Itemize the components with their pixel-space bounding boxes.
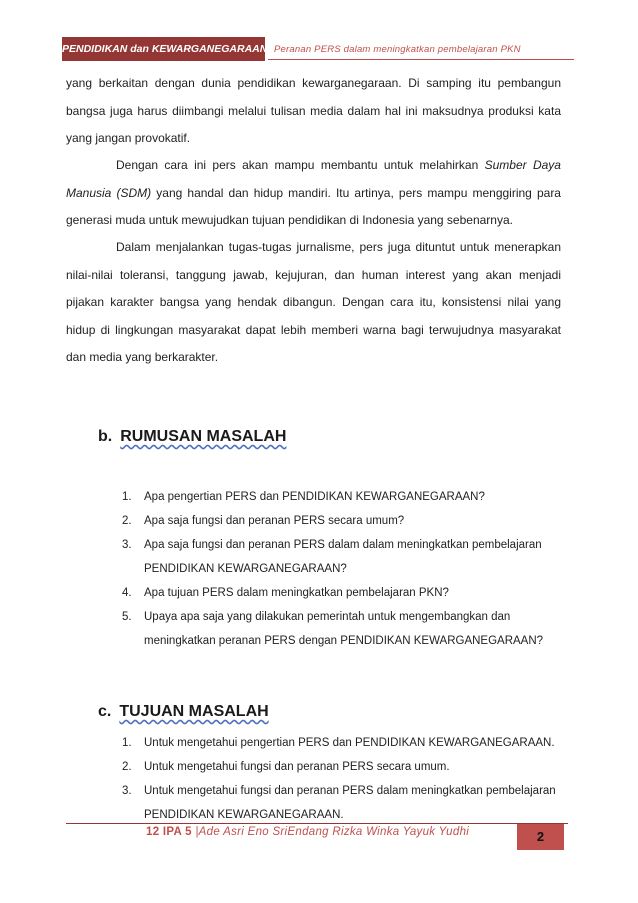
list-item-text: Untuk mengetahui fungsi dan peranan PERS dalam meningkatkan pembelajaran PENDIDIKAN KEWARGANEGARAAN. (144, 785, 556, 821)
list-item (122, 779, 562, 827)
section-b-list (122, 485, 562, 653)
footer-authors: Ade Asri Eno SriEndang Rizka Winka Yayuk Yudhi (198, 826, 470, 838)
header-title-right: Peranan PERS dalam meningkatkan pembelajaran PKN (268, 40, 574, 60)
page-number: 2 (517, 824, 564, 850)
list-item (122, 731, 562, 755)
paragraph-2-text-a: Dengan cara ini pers akan mampu membantu untuk melahirkan (116, 158, 479, 172)
footer-separator: | (195, 826, 199, 838)
list-item-text: Upaya apa saja yang dilakukan pemerintah untuk mengembangkan dan meningkatkan peranan PERS dengan PENDIDIKAN KEWARGANEGARAAN? (144, 611, 544, 647)
header-title-left: PENDIDIKAN dan KEWARGANEGARAAN (62, 37, 265, 61)
section-b-label: b. (98, 428, 113, 445)
footer-authors-line (146, 826, 469, 838)
section-c-list (122, 731, 562, 827)
section-b-title: RUMUSAN MASALAH (120, 428, 287, 445)
paragraph-3-text: Dalam menjalankan tugas-tugas jurnalisme, pers juga dituntut untuk menerapkan nilai-nilai toleransi, tanggung jawab, kejujuran, dan human interest yang akan menjadi pijakan karakter bangsa yang hendak dibangun. Dengan cara itu, konsistensi nilai yang hidup di lingkungan masyarakat dapat lebih memberi warna bagi terwujudnya masyarakat dan media yang berkarakter. (66, 240, 561, 364)
list-item-text: Apa saja fungsi dan peranan PERS dalam dalam meningkatkan pembelajaran PENDIDIKAN KEWARGANEGARAAN? (144, 539, 542, 575)
section-c-label: c. (98, 703, 112, 720)
list-item-number: 4. (122, 587, 132, 599)
list-item-text: Untuk mengetahui pengertian PERS dan PENDIDIKAN KEWARGANEGARAAN. (144, 737, 555, 749)
list-item-text: Apa pengertian PERS dan PENDIDIKAN KEWARGANEGARAAN? (144, 491, 485, 503)
paragraph-2 (66, 152, 561, 235)
section-c-heading (98, 703, 269, 721)
list-item-number: 2. (122, 515, 132, 527)
paragraph-2-text-b: yang handal dan hidup mandiri. Itu artinya, pers mampu menggiring para generasi muda untuk mewujudkan tujuan pendidikan di Indonesia yang sebenarnya. (66, 185, 561, 227)
list-item (122, 533, 562, 581)
footer-divider (66, 823, 568, 824)
paragraph-1-text: yang berkaitan dengan dunia pendidikan kewarganegaraan. Di samping itu pembangun bangsa juga harus diimbangi melalui tulisan media dalam hal ini maksudnya produksi kata yang jangan provokatif. (66, 76, 561, 145)
list-item-number: 2. (122, 761, 132, 773)
list-item-number: 1. (122, 737, 132, 749)
paragraph-1 (66, 70, 561, 153)
list-item (122, 581, 562, 605)
list-item (122, 509, 562, 533)
list-item-number: 5. (122, 611, 132, 623)
paragraph-2-emphasis: Sumber Daya Manusia (SDM) (66, 158, 561, 200)
list-item-number: 3. (122, 539, 132, 551)
list-item-text: Untuk mengetahui fungsi dan peranan PERS secara umum. (144, 761, 450, 773)
list-item-number: 1. (122, 491, 132, 503)
list-item (122, 485, 562, 509)
list-item (122, 755, 562, 779)
list-item-text: Apa saja fungsi dan peranan PERS secara umum? (144, 515, 405, 527)
section-b-heading (98, 428, 286, 446)
list-item (122, 605, 562, 653)
section-c-title: TUJUAN MASALAH (119, 703, 269, 720)
footer-class-label: 12 IPA 5 (146, 826, 192, 838)
list-item-text: Apa tujuan PERS dalam meningkatkan pembelajaran PKN? (144, 587, 449, 599)
paragraph-3 (66, 234, 561, 372)
list-item-number: 3. (122, 785, 132, 797)
